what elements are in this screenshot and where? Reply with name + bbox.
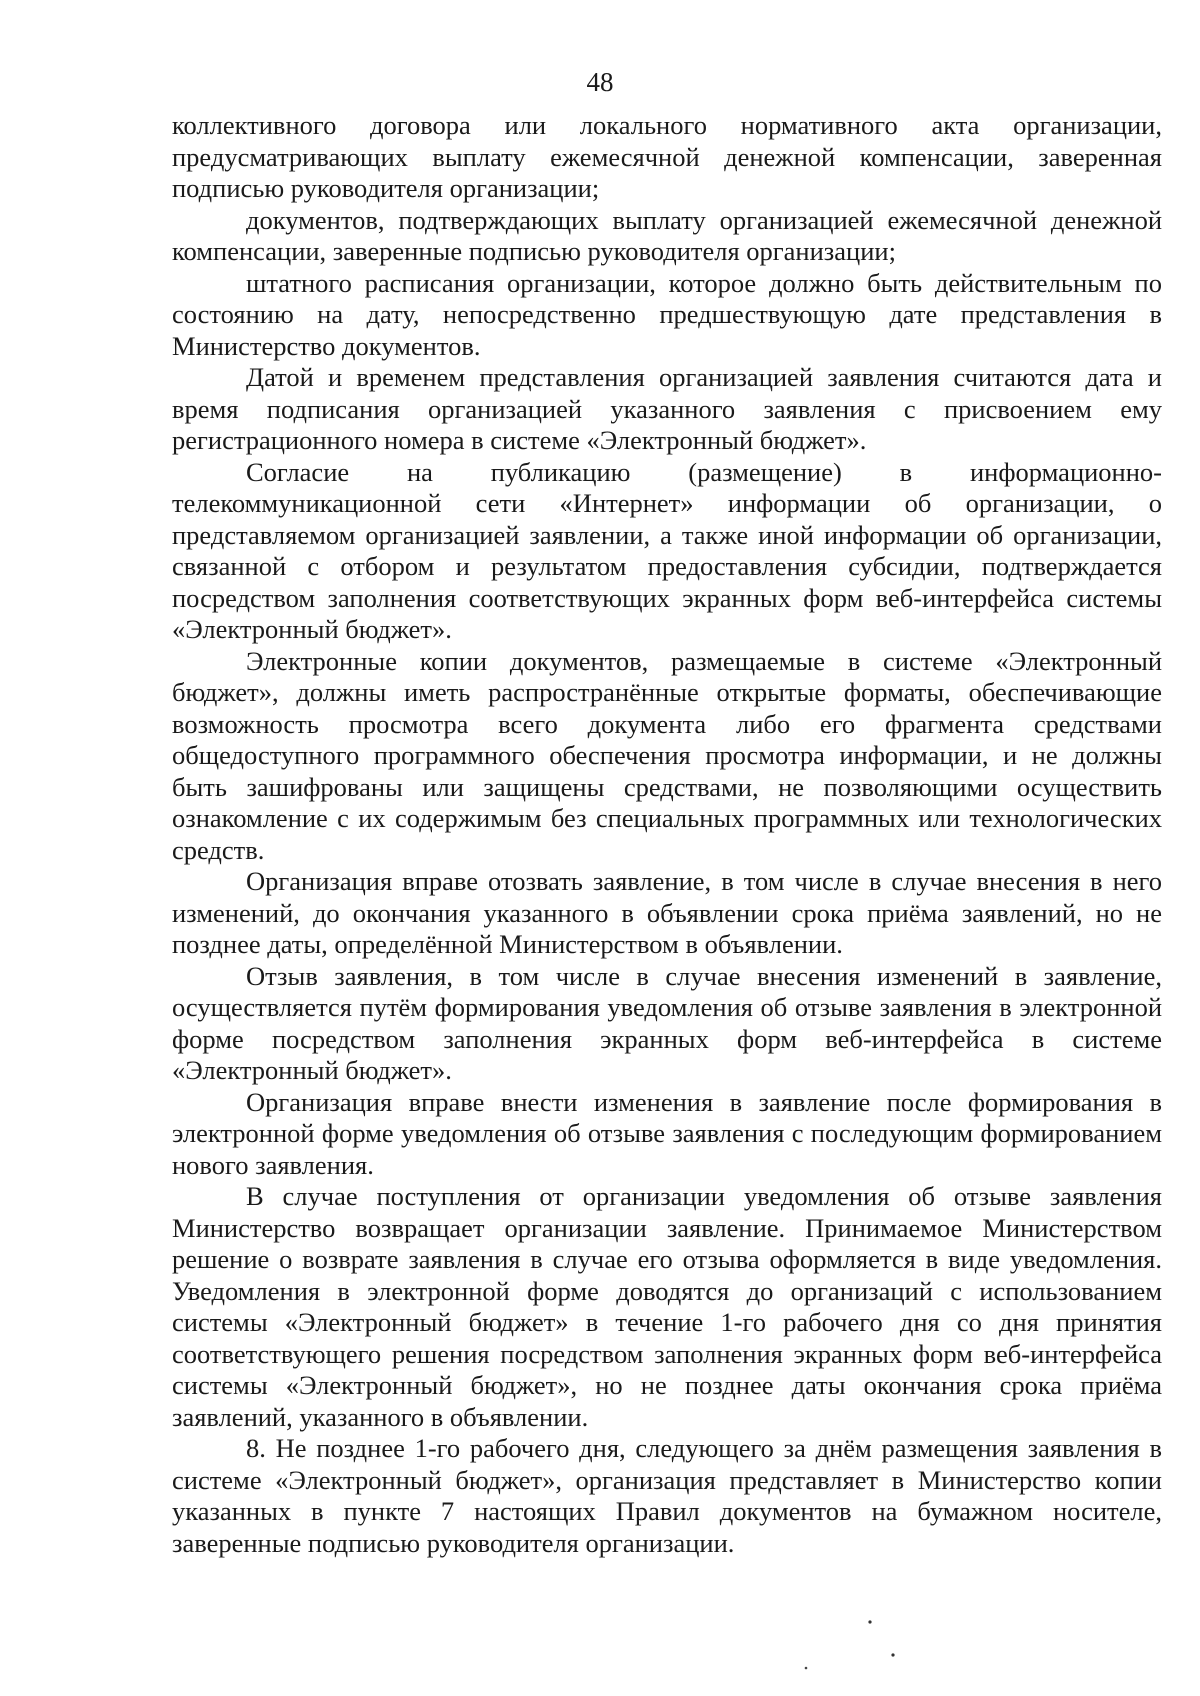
paragraph-continuation: коллективного договора или локального нормативного акта организации, предусматривающих выплату ежемесячной денежной компенсации, заверенная подписью руководителя организации; (172, 110, 1162, 203)
paragraph-staff-schedule: штатного расписания организации, которое должно быть действительным по состоянию на дату, непосредственно предшествующую дате представления в Министерство документов. (172, 267, 1162, 361)
paragraph-submission-date: Датой и временем представления организацией заявления считаются дата и время подписания организацией указанного заявления с присвоением ему регистрационного номера в системе «Электронный бюджет». (172, 362, 1162, 455)
paragraph-withdrawal-right: Организация вправе отозвать заявление, в том числе в случае внесения в него изменений, до окончания указанного в объявлении срока приёма заявлений, но не позднее даты, определённой Министерством в объявлении. (172, 866, 1162, 959)
paragraph-withdrawal-procedure: Отзыв заявления, в том числе в случае внесения изменений в заявление, осуществляется путём формирования уведомления об отзыве заявления в электронной форме посредством заполнения экранных форм веб-интерфейса в системе «Электронный бюджет». (172, 960, 1162, 1085)
paragraph-electronic-copies: Электронные копии документов, размещаемые в системе «Электронный бюджет», должны иметь распространённые открытые форматы, обеспечивающие возможность просмотра всего документа либо его фрагмента средствами общедоступного программного обеспечения просмотра информации, и не должны быть зашифрованы или защищены средствами, не позволяющими осуществить ознакомление с их содержимым без специальных программных или технологических средств. (172, 645, 1162, 865)
paragraph-return-of-application: В случае поступления от организации уведомления об отзыве заявления Министерство возвращает организации заявление. Принимаемое Министерством решение о возврате заявления в случае его отзыва оформляется в виде уведомления. Уведомления в электронной форме доводятся до организаций с использованием системы «Электронный бюджет» в течение 1-го рабочего дня со дня принятия соответствующего решения посредством заполнения экранных форм веб-интерфейса системы «Электронный бюджет», но не позднее даты окончания срока приёма заявлений, указанного в объявлении. (172, 1181, 1162, 1432)
paragraph-documents: документов, подтверждающих выплату организацией ежемесячной денежной компенсации, заверенные подписью руководителя организации; (172, 204, 1162, 266)
paragraph-publication-consent: Согласие на публикацию (размещение) в информационно-телекоммуникационной сети «Интернет» информации об организации, о представляемом организацией заявлении, а также иной информации об организации, связанной с отбором и результатом предоставления субсидии, подтверждается посредством заполнения соответствующих экранных форм веб-интерфейса системы «Электронный бюджет». (172, 456, 1162, 644)
document-body (172, 110, 1162, 1559)
paragraph-item-8: 8. Не позднее 1-го рабочего дня, следующего за днём размещения заявления в системе «Электронный бюджет», организация представляет в Министерство копии указанных в пункте 7 настоящих Правил документов на бумажном носителе, заверенные подписью руководителя организации. (172, 1433, 1162, 1558)
paragraph-amendments: Организация вправе внести изменения в заявление после формирования в электронной форме уведомления об отзыве заявления с последующим формированием нового заявления. (172, 1086, 1162, 1180)
page-number: 48 (586, 67, 614, 97)
